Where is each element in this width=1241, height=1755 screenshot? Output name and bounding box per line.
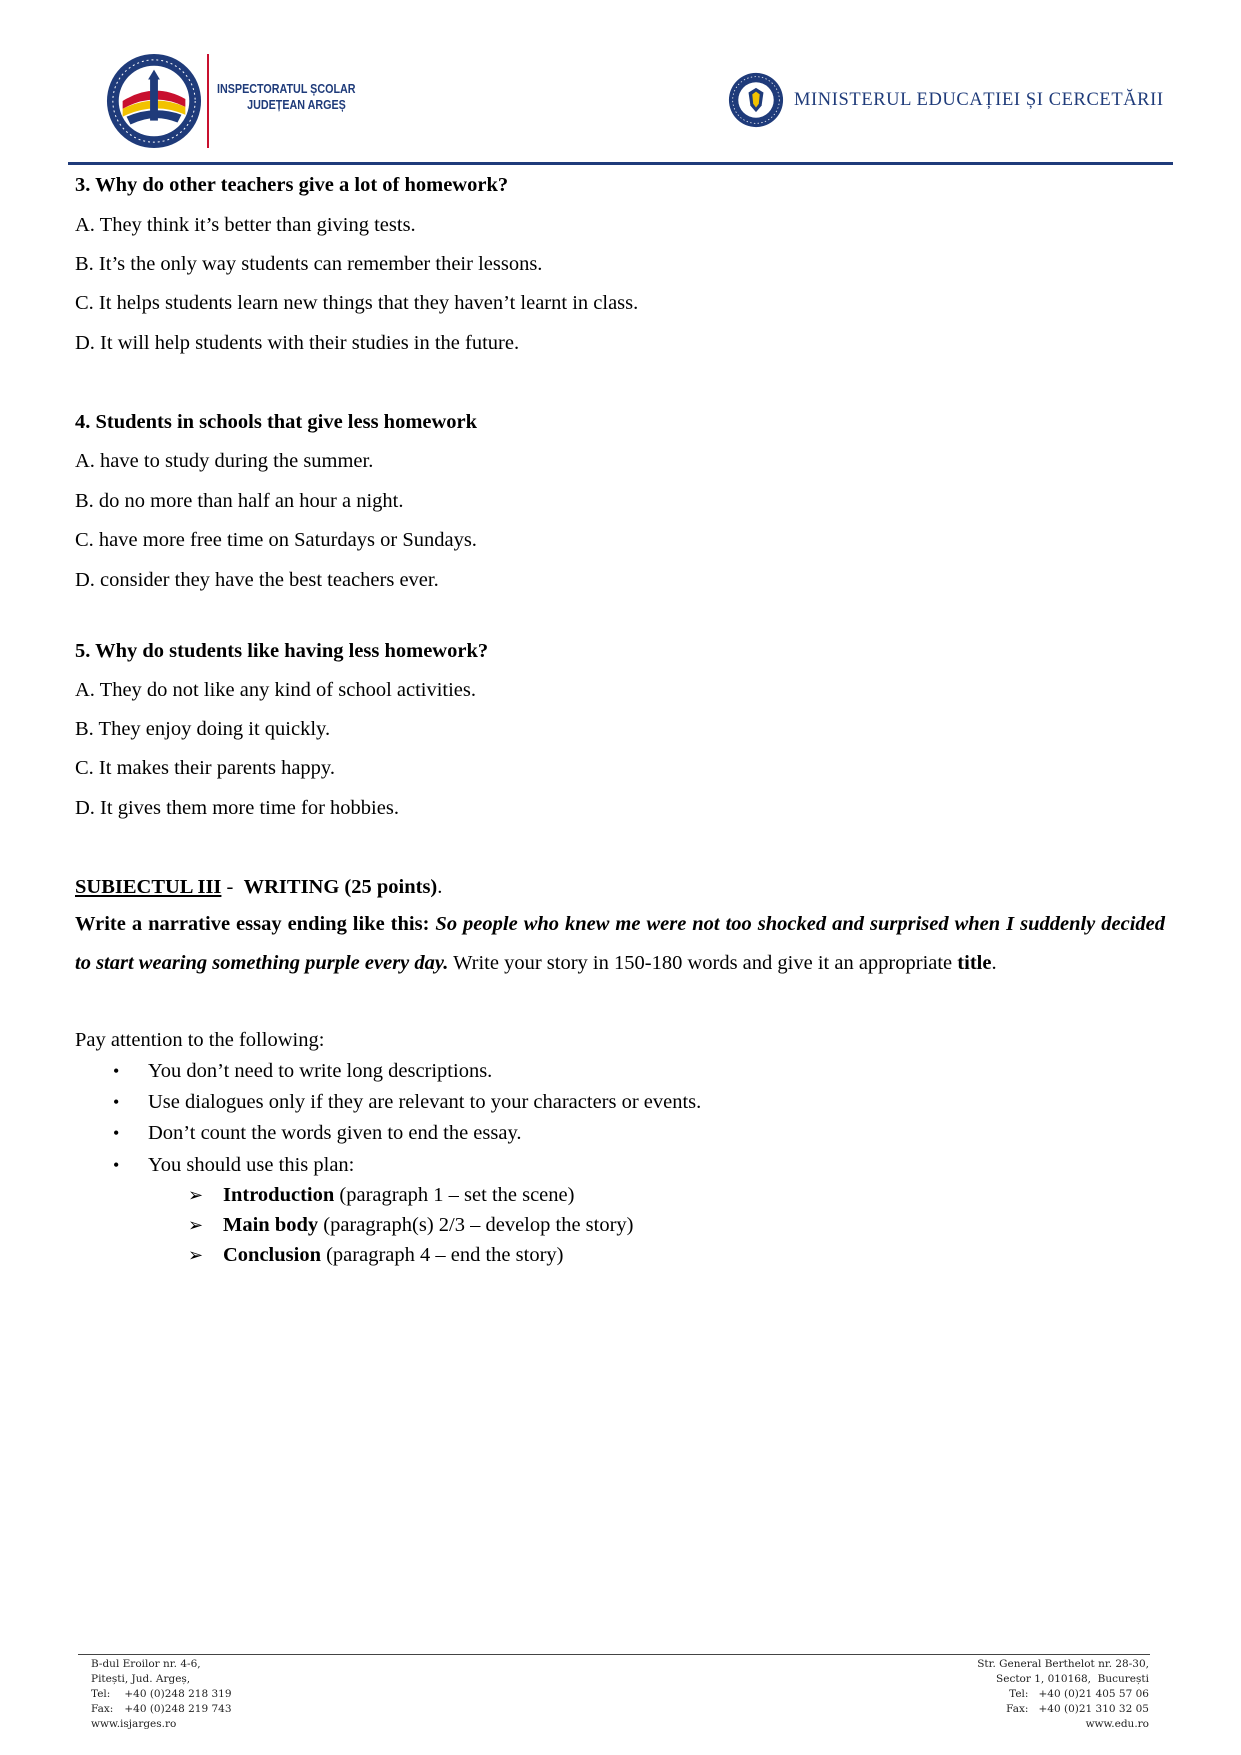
bullet-item [113,1091,701,1114]
isj-org-line2: JUDEȚEAN ARGEȘ [247,98,346,112]
isj-seal-icon [105,52,203,150]
q5-option-d: D. It gives them more time for hobbies. [75,797,399,819]
subject-3-heading-end: . [437,876,443,898]
plan-item [188,1214,634,1237]
government-seal-icon [728,72,784,128]
subject-3-separator: - [221,876,244,898]
footer-left-tel [91,1687,232,1702]
question-4: 4. Students in schools that give less homework [75,411,478,433]
isj-header-logo [105,50,405,150]
q5-option-b: B. They enjoy doing it quickly. [75,718,331,740]
essay-instruction-lead: Write a narrative essay ending like this: [75,913,430,935]
bullet-text: Don’t count the words given to end the essay. [148,1122,522,1144]
footer-right-address2: Sector 1, 010168, București [996,1673,1149,1685]
footer-right-web-link[interactable]: www.edu.ro [1085,1718,1149,1730]
arrow-bullet-icon: ➢ [188,1215,204,1235]
q5-option-a: A. They do not like any kind of school activities. [75,679,477,701]
essay-instruction-rest: Write your story in 150-180 words and give it an appropriate [448,952,958,974]
q3-option-a: A. They think it’s better than giving tests. [75,214,416,236]
bullet-dot-icon: • [113,1061,120,1081]
subject-3-label: SUBIECTUL III [75,876,222,898]
footer-left-contact [91,1657,232,1732]
q3-option-d: D. It will help students with their studies in the future. [75,332,520,354]
bullet-item [113,1122,521,1145]
footer-left-address2: Pitești, Jud. Argeș, [91,1673,191,1685]
footer-rule [78,1654,1150,1655]
fax-number: +40 (0)248 219 743 [124,1703,232,1715]
isj-org-name [217,81,356,113]
subject-3-topic: WRITING (25 points) [243,876,438,898]
q4-option-c: C. have more free time on Saturdays or Sundays. [75,529,477,551]
plan-item-title: Conclusion [223,1244,321,1266]
bullet-dot-icon: • [113,1155,120,1175]
q4-option-b: B. do no more than half an hour a night. [75,490,404,512]
arrow-bullet-icon: ➢ [188,1245,204,1265]
ministry-name: MINISTERUL EDUCAȚIEI ȘI CERCETĂRII [794,90,1164,110]
fax-number: +40 (0)21 310 32 05 [1038,1703,1149,1715]
bullet-dot-icon: • [113,1123,120,1143]
plan-item-desc: (paragraph 1 – set the scene) [334,1184,575,1206]
q3-option-b: B. It’s the only way students can remember their lessons. [75,253,543,275]
tel-label: Tel: [91,1688,111,1700]
footer-right-contact [977,1657,1149,1732]
plan-item-desc: (paragraph(s) 2/3 – develop the story) [318,1214,634,1236]
subject-3-heading [75,876,442,899]
bullet-item [113,1060,492,1083]
essay-instructions [75,905,1165,983]
footer-left-web-link[interactable]: www.isjarges.ro [91,1718,177,1730]
footer-left-fax [91,1702,232,1717]
header-divider [207,54,209,148]
fax-label: Fax: [1006,1703,1029,1715]
tel-number: +40 (0)248 218 319 [124,1688,232,1700]
plan-item-desc: (paragraph 4 – end the story) [320,1244,564,1266]
footer-right-address1: Str. General Berthelot nr. 28-30, [977,1658,1149,1670]
plan-item-title: Introduction [223,1184,335,1206]
essay-instruction-end: . [991,952,997,974]
q5-option-c: C. It makes their parents happy. [75,757,335,779]
fax-label: Fax: [91,1703,114,1715]
q4-option-d: D. consider they have the best teachers ever. [75,569,439,591]
bullet-text: Use dialogues only if they are relevant to your characters or events. [148,1091,702,1113]
bullet-item [113,1154,354,1177]
footer-left-address1: B-dul Eroilor nr. 4-6, [91,1658,201,1670]
question-3: 3. Why do other teachers give a lot of homework? [75,174,509,196]
bullet-text: You should use this plan: [148,1154,355,1176]
bullet-dot-icon: • [113,1092,120,1112]
isj-org-line1: INSPECTORATUL ȘCOLAR [217,82,356,96]
header-rule [68,162,1173,165]
footer-right-tel [977,1687,1149,1702]
tel-number: +40 (0)21 405 57 06 [1038,1688,1149,1700]
tel-label: Tel: [1009,1688,1029,1700]
plan-item [188,1184,574,1207]
plan-item-title: Main body [223,1214,319,1236]
plan-item [188,1244,563,1267]
footer-right-fax [977,1702,1149,1717]
essay-ending-sentence: So people who knew me were not too shocked and surprised when I suddenly decided to start wearing something purple every day. [75,913,1166,974]
question-5: 5. Why do students like having less homework? [75,640,489,662]
attention-text: Pay attention to the following: [75,1029,325,1051]
ministry-header-logo [728,72,1168,132]
arrow-bullet-icon: ➢ [188,1185,204,1205]
q4-option-a: A. have to study during the summer. [75,450,374,472]
bullet-text: You don’t need to write long descriptions. [148,1060,493,1082]
essay-title-word: title [957,952,992,974]
q3-option-c: C. It helps students learn new things that they haven’t learnt in class. [75,292,639,314]
